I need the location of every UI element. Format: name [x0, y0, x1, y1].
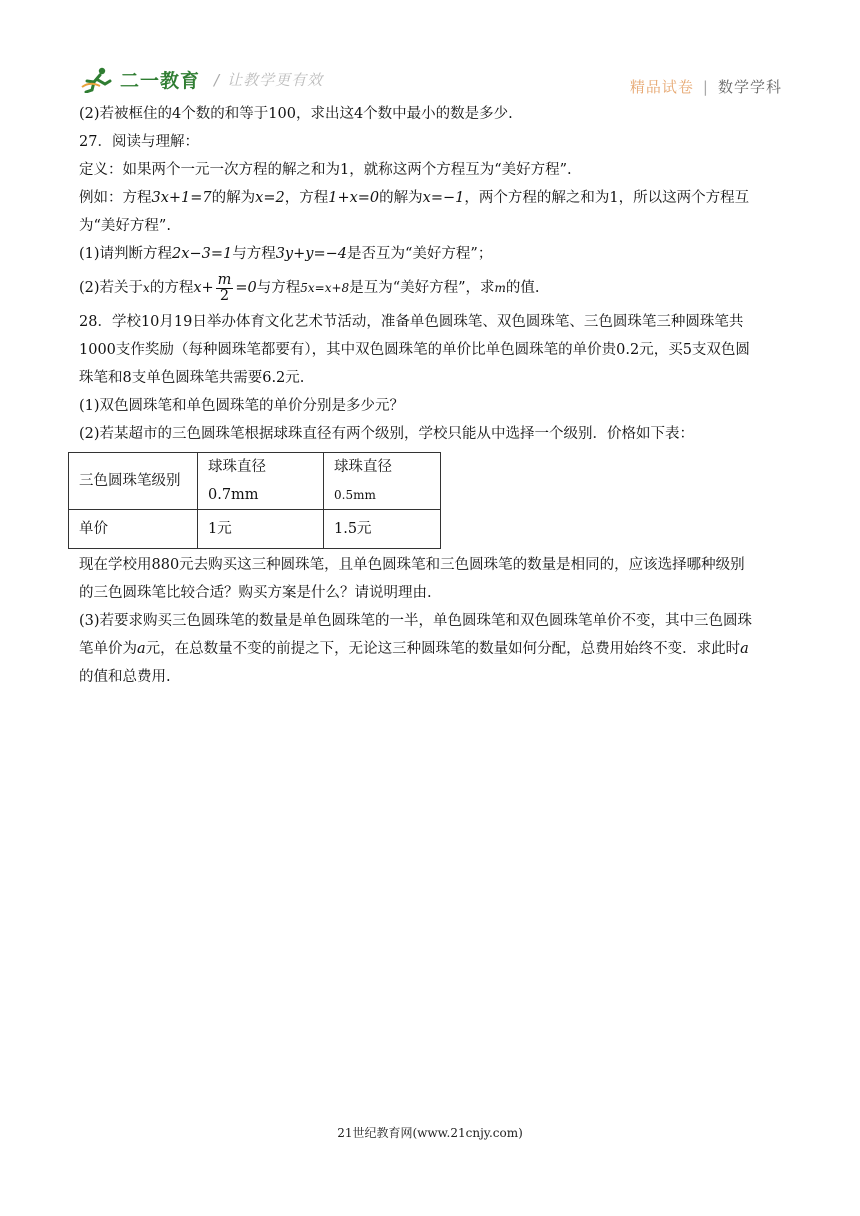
table-cell: 三色圆珠笔级别	[69, 453, 198, 510]
variable: a	[740, 641, 749, 657]
q27-example: 例如：方程3x+1=7的解为x=2，方程1+x=0的解为x=−1，两个方程的解之和为1，所以这两个方程互	[79, 190, 750, 206]
slogan: 让教学更有效	[227, 71, 324, 89]
q28-part3-line1: (3)若要求购买三色圆珠笔的数量是单色圆珠笔的一半，单色圆珠笔和双色圆珠笔单价不变，其中三色圆珠	[79, 613, 753, 629]
equation: x+	[193, 280, 214, 296]
header-right	[630, 76, 782, 97]
q28-part3-line3: 的值和总费用.	[79, 669, 171, 685]
equation: 3y+y=−4	[275, 246, 347, 262]
equation: 2x−3=1	[172, 246, 233, 262]
header-tag-premium: 精品试卷	[629, 78, 694, 96]
logo	[80, 66, 323, 93]
variable: m	[494, 281, 506, 295]
variable: x	[143, 281, 150, 295]
q27-title: 27．阅读与理解：	[79, 134, 199, 150]
price-table	[68, 452, 441, 549]
runner-logo-icon	[80, 67, 116, 93]
equation: 3x+1=7	[151, 190, 212, 206]
table-cell: 球珠直径0.5mm	[324, 453, 441, 510]
page-footer: 21世纪教育网(www.21cnjy.com)	[337, 1126, 523, 1140]
q28-after-line1: 现在学校用880元去购买这三种圆珠笔，且单色圆珠笔和三色圆珠笔的数量是相同的，应该选择哪种级别	[79, 557, 745, 573]
q27-definition: 定义：如果两个一元一次方程的解之和为1，就称这两个方程互为“美好方程”.	[79, 162, 572, 178]
table-cell: 1.5元	[324, 510, 441, 549]
table-cell: 球珠直径0.7mm	[198, 453, 324, 510]
equation: x=2	[255, 190, 285, 206]
q26-part2: (2)若被框住的4个数的和等于100，求出这4个数中最小的数是多少.	[79, 106, 513, 122]
fraction: $\frac{m}{2}$	[217, 271, 232, 304]
equation: 5x=x+8	[300, 281, 350, 295]
q28-part1: (1)双色圆珠笔和单色圆珠笔的单价分别是多少元？	[79, 398, 405, 414]
table-row	[69, 510, 441, 549]
header-separator: |	[702, 78, 709, 96]
header-slash: /	[214, 70, 220, 89]
page-header	[0, 0, 860, 100]
q28-after-line2: 的三色圆珠笔比较合适？购买方案是什么？请说明理由.	[79, 585, 432, 601]
q27-part2: (2)若关于x的方程x+ $\frac{m}{2}$ =0与方程5x=x+8是互为“美好方程”，求m的值.	[79, 271, 540, 304]
table-cell: 1元	[198, 510, 324, 549]
q28-part3-line2: 笔单价为a元，在总数量不变的前提之下，无论这三种圆珠笔的数量如何分配，总费用始终不变．求此时a	[79, 641, 749, 657]
equation: x=−1	[422, 190, 465, 206]
equation: 1+x=0	[328, 190, 380, 206]
q28-para1-line2: 1000支作奖励（每种圆珠笔都要有），其中双色圆珠笔的单价比单色圆珠笔的单价贵0.2元，买5支双色圆	[79, 342, 750, 358]
variable: a	[137, 641, 146, 657]
q28-part2: (2)若某超市的三色圆珠笔根据球珠直径有两个级别，学校只能从中选择一个级别．价格如下表：	[79, 426, 695, 442]
q28-para1-line3: 珠笔和8支单色圆珠笔共需要6.2元.	[79, 370, 305, 386]
q27-example-line2: 为“美好方程”.	[79, 218, 171, 234]
header-tag-subject: 数学学科	[717, 78, 782, 96]
table-row	[69, 453, 441, 510]
q28-para1-line1: 28．学校10月19日举办体育文化艺术节活动，准备单色圆珠笔、双色圆珠笔、三色圆珠笔三种圆珠笔共	[79, 314, 744, 330]
brand-name: 二一教育	[120, 70, 201, 92]
table-cell: 单价	[69, 510, 198, 549]
q27-part1: (1)请判断方程2x−3=1与方程3y+y=−4是否互为“美好方程”；	[79, 246, 493, 262]
document-body	[79, 100, 784, 691]
